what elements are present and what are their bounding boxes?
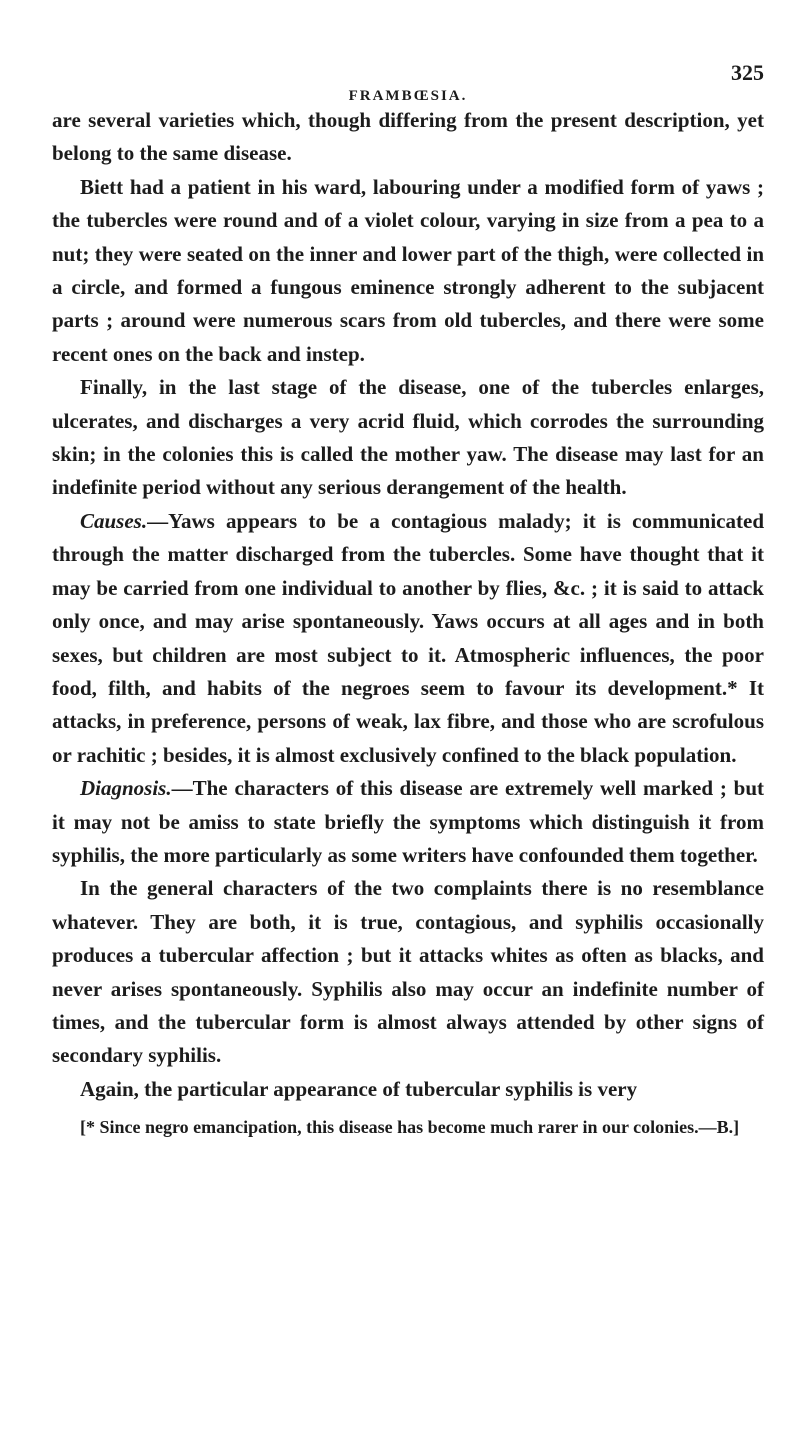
paragraph-text: Finally, in the last stage of the disease, one of the tubercles enlarges, ulcerates, and discharges a very acrid fluid, which corrodes the surrounding skin; in the colonies this is called the mother yaw. The disease may last for an indefinite period without any serious derangement of the health. (52, 375, 764, 500)
paragraph-text: Biett had a patient in his ward, labouring under a modified form of yaws ; the tubercles were round and of a violet colour, varying in size from a pea to a nut; they were seated on the inner and lower part of the thigh, were collected in a circle, and formed a fungous eminence strongly adherent to the subjacent parts ; around were numerous scars from old tubercles, and there were some recent ones on the back and instep. (52, 174, 764, 366)
book-page (52, 60, 764, 1158)
page-number: 325 (731, 60, 764, 85)
paragraph-again (52, 1073, 764, 1106)
paragraph-text: —The characters of this disease are extremely well marked ; but it may not be amiss to state briefly the symptoms which distinguish it from syphilis, the more particularly as some writers have confounded them together. (52, 776, 764, 867)
body-text (52, 104, 764, 1106)
paragraph-text: —Yaws appears to be a contagious malady; it is communicated through the matter discharged from the tubercles. Some have thought that it may be carried from one individual to another by flies, &c. ; it is said to attack only once, and may arise spontaneously. Yaws occurs at all ages and in both sexes, but children are most subject to it. Atmospheric influences, the poor food, filth, and habits of the negroes seem to favour its development.* It attacks, in preference, persons of weak, lax fibre, and those who are scrofulous or rachitic ; besides, it is almost exclusively confined to the black population. (52, 508, 764, 767)
paragraph-biett-case (52, 171, 764, 371)
paragraph-general-characters (52, 872, 764, 1072)
section-lead-diagnosis: Diagnosis. (80, 776, 172, 801)
paragraph-diagnosis (52, 772, 764, 872)
paragraph-text: Again, the particular appearance of tubercular syphilis is very (80, 1076, 638, 1101)
running-title: FRAMBŒSIA. (348, 88, 468, 104)
paragraph-final-stage (52, 371, 764, 505)
paragraph-causes (52, 505, 764, 772)
running-head (52, 60, 764, 104)
paragraph-continuation (52, 104, 764, 171)
paragraph-text: In the general characters of the two complaints there is no resemblance whatever. They are both, it is true, contagious, and syphilis occasionally produces a tubercular affection ; but it attacks whites as often as blacks, and never arises spontaneously. Syphilis also may occur an indefinite number of times, and the tubercular form is almost always attended by other signs of secondary syphilis. (52, 876, 764, 1068)
paragraph-text: are several varieties which, though differing from the present description, yet belong to the same disease. (52, 108, 764, 166)
footnote: [* Since negro emancipation, this disease has become much rarer in our colonies.—B.] (80, 1117, 740, 1138)
section-lead-causes: Causes. (80, 508, 148, 533)
